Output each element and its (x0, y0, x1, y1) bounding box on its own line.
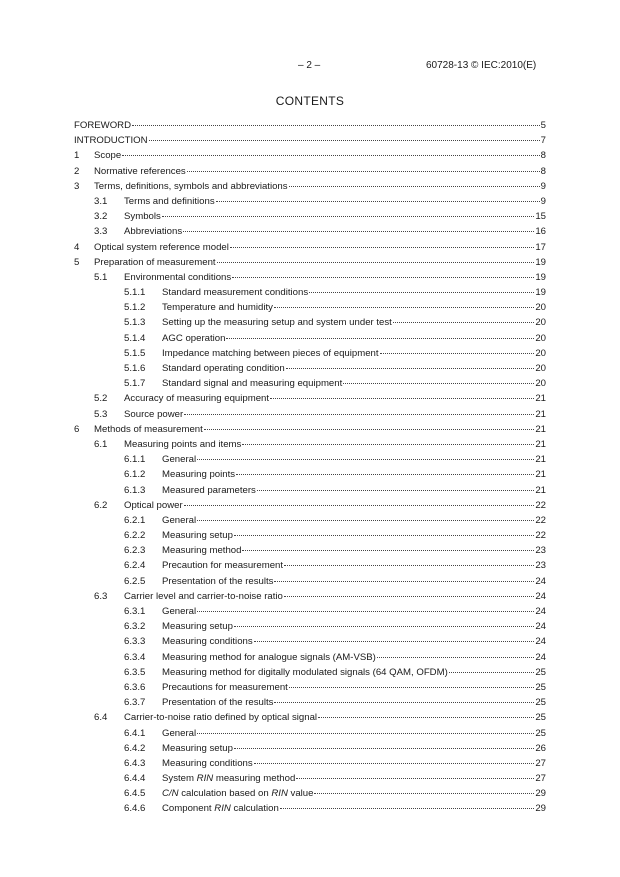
toc-entry-number: 3.2 (94, 211, 108, 223)
standard-reference: 60728-13 © IEC:2010(E) (426, 60, 537, 71)
toc-leader-dots (254, 753, 535, 764)
toc-leader-dots (286, 358, 535, 369)
toc-leader-dots (184, 404, 534, 415)
toc-leader-dots (274, 297, 534, 308)
toc-entry-page: 15 (535, 211, 546, 223)
toc-entry-title: FOREWORD (74, 120, 132, 131)
toc-entry-number: 6.3.1 (124, 606, 146, 617)
toc-leader-dots (377, 647, 534, 658)
toc-entry-title: Accuracy of measuring equipment (124, 393, 270, 405)
toc-entry-number: 6.4.2 (124, 742, 146, 754)
toc-entry-page: 20 (535, 363, 546, 374)
toc-entry-number: 3 (74, 180, 80, 192)
toc-entry-title: Presentation of the results (162, 697, 274, 709)
toc-leader-dots (393, 312, 534, 323)
toc-entry-page: 8 (540, 165, 546, 177)
toc-entry-title: Measuring conditions (162, 757, 253, 769)
toc-entry-title: Standard operating condition (162, 363, 285, 374)
toc-entry-page: 21 (535, 484, 546, 496)
toc-leader-dots (257, 480, 534, 491)
toc-entry-number: 5.1.1 (124, 287, 146, 299)
toc-entry-title: Source power (124, 408, 184, 420)
toc-leader-dots (216, 191, 540, 202)
toc-leader-dots (284, 555, 534, 566)
toc-entry-page: 20 (535, 332, 546, 344)
toc-leader-dots (232, 267, 534, 278)
toc-entry-number: 6.1.2 (124, 469, 146, 481)
toc-leader-dots (230, 237, 534, 248)
toc-leader-dots (449, 662, 535, 673)
toc-entry-title: Precautions for measurement (162, 681, 288, 693)
toc-entry-number: 1 (74, 150, 80, 162)
toc-entry-number: 5.2 (94, 393, 108, 405)
toc-leader-dots (284, 586, 534, 597)
toc-leader-dots (184, 495, 535, 506)
toc-entry-page: 27 (535, 757, 546, 769)
toc-entry-page: 22 (535, 514, 546, 526)
toc-leader-dots (280, 798, 535, 809)
toc-entry-number: 4 (74, 241, 80, 253)
toc-leader-dots (197, 510, 534, 521)
toc-entry-number: 5.1.2 (124, 302, 146, 314)
toc-entry-page: 5 (540, 120, 546, 131)
toc-entry-title: General (162, 454, 197, 466)
toc-entry-title: C/N calculation based on RIN value (162, 788, 314, 800)
toc-entry-number: 6.3.6 (124, 681, 146, 693)
toc-entry-page: 7 (540, 135, 546, 147)
toc-entry-page: 20 (535, 317, 546, 329)
toc-entry-number: 6.3.7 (124, 697, 146, 709)
toc-entry-title: Setting up the measuring setup and system under test (162, 317, 392, 329)
toc-entry-number: 5.3 (94, 408, 108, 420)
toc-entry-page: 25 (535, 712, 546, 724)
toc-entry-page: 9 (540, 180, 546, 192)
toc-entry-page: 21 (535, 423, 546, 435)
toc-entry-title: Carrier level and carrier-to-noise ratio (124, 590, 283, 602)
toc-entry-title: Measuring method for digitally modulated signals (64 QAM, OFDM) (162, 666, 448, 678)
toc-leader-dots (314, 783, 534, 794)
toc-entry-page: 24 (535, 636, 546, 648)
toc-entry-number: 6.4.4 (124, 773, 146, 785)
toc-leader-dots (234, 616, 534, 627)
toc-leader-dots (234, 525, 534, 536)
toc-leader-dots (274, 571, 534, 582)
toc-entry-title: Measuring points and items (124, 438, 242, 450)
toc-entry-number: 6.1.1 (124, 454, 146, 466)
toc-leader-dots (217, 252, 535, 263)
toc-entry-page: 26 (535, 742, 546, 754)
toc-entry-title: System RIN measuring method (162, 773, 296, 785)
toc-entry-page: 8 (540, 150, 546, 162)
toc-entry-page: 21 (535, 469, 546, 481)
toc-entry-title: Temperature and humidity (162, 302, 273, 314)
toc-leader-dots (197, 449, 534, 460)
toc-entry-page: 20 (535, 302, 546, 314)
toc-entry-title: AGC operation (162, 332, 226, 344)
toc-entry-number: 6.4.6 (124, 803, 146, 815)
toc-entry-page: 20 (535, 378, 546, 390)
toc-entry-page: 21 (535, 393, 546, 405)
toc-entry-number: 6.4 (94, 712, 108, 724)
toc-entry-page: 25 (535, 697, 546, 709)
toc-entry-title: Preparation of measurement (94, 256, 216, 268)
toc-leader-dots (242, 434, 534, 445)
toc-entry-page: 27 (535, 773, 546, 785)
toc-leader-dots (289, 176, 540, 187)
toc-entry-page: 25 (535, 666, 546, 678)
toc-leader-dots (309, 282, 534, 293)
toc-entry-page: 24 (535, 621, 546, 633)
toc-entry-title: Methods of measurement (94, 423, 203, 435)
toc-entry-title: Environmental conditions (124, 271, 232, 283)
toc-leader-dots (380, 343, 535, 354)
toc-entry-title: Measuring setup (162, 621, 233, 633)
toc-entry-number: 5.1.4 (124, 332, 146, 344)
toc-entry-number: 3.3 (94, 226, 108, 238)
toc-entry-number: 6.2 (94, 499, 108, 511)
toc-entry-title: Symbols (124, 211, 161, 223)
toc-entry-number: 6.2.1 (124, 514, 146, 526)
toc-entry-number: 6.2.5 (124, 575, 146, 587)
toc-entry-title: INTRODUCTION (74, 135, 148, 147)
toc-entry-page: 17 (535, 241, 546, 253)
toc-entry-page: 25 (535, 681, 546, 693)
toc-entry-title: Precaution for measurement (162, 560, 284, 572)
toc-entry-title: Measured parameters (162, 484, 256, 496)
toc-entry-number: 6.2.4 (124, 560, 146, 572)
toc-entry-number: 6.4.1 (124, 727, 146, 739)
table-of-contents (74, 117, 546, 816)
toc-leader-dots (254, 631, 535, 642)
page-title: CONTENTS (275, 94, 345, 108)
toc-leader-dots (274, 692, 534, 703)
toc-entry-title: Measuring setup (162, 742, 233, 754)
toc-entry-title: Optical system reference model (94, 241, 229, 253)
toc-entry-page: 23 (535, 545, 546, 557)
toc-entry-number: 6 (74, 423, 80, 435)
toc-entry-title: Scope (94, 150, 122, 162)
toc-entry-page: 25 (535, 727, 546, 739)
toc-entry-page: 24 (535, 606, 546, 617)
toc-entry-title: General (162, 514, 197, 526)
toc-entry-number: 6.3.3 (124, 636, 146, 648)
toc-entry-page: 21 (535, 408, 546, 420)
toc-entry-title: Optical power (124, 499, 183, 511)
toc-entry-title: Measuring method for analogue signals (AM-VSB) (162, 651, 376, 663)
toc-entry-page: 21 (535, 454, 546, 466)
toc-entry-page: 24 (535, 651, 546, 663)
toc-entry-title: Standard measurement conditions (162, 287, 309, 299)
toc-entry-number: 6.3 (94, 590, 108, 602)
toc-leader-dots (122, 145, 539, 156)
toc-entry-title: Carrier-to-noise ratio defined by optical signal (124, 712, 318, 724)
toc-entry-title: Measuring method (162, 545, 242, 557)
toc-entry-page: 29 (535, 803, 546, 815)
toc-leader-dots (183, 221, 534, 232)
toc-entry-number: 5.1.6 (124, 363, 146, 374)
toc-entry-page: 24 (535, 590, 546, 602)
toc-entry-number: 6.4.5 (124, 788, 146, 800)
toc-entry-number: 2 (74, 165, 80, 177)
toc-leader-dots (197, 601, 534, 612)
toc-entry-title: Measuring setup (162, 530, 233, 542)
toc-entry-page: 22 (535, 530, 546, 542)
toc-entry-title: Component RIN calculation (162, 803, 279, 815)
toc-entry-page: 22 (535, 499, 546, 511)
toc-entry-title: Terms, definitions, symbols and abbreviations (94, 180, 288, 192)
toc-entry-number: 6.2.3 (124, 545, 146, 557)
toc-entry-number: 6.3.5 (124, 666, 146, 678)
toc-entry-page: 19 (535, 256, 546, 268)
toc-leader-dots (187, 161, 540, 172)
toc-entry-title: Abbreviations (124, 226, 183, 238)
toc-entry-title: Measuring points (162, 469, 236, 481)
toc-entry-page: 9 (540, 195, 546, 207)
toc-entry-number: 6.4.3 (124, 757, 146, 769)
toc-leader-dots (236, 464, 534, 475)
toc-entry-title: Standard signal and measuring equipment (162, 378, 343, 390)
toc-entry-number: 5.1.3 (124, 317, 146, 329)
toc-entry-title: General (162, 727, 197, 739)
toc-entry-number: 6.3.2 (124, 621, 146, 633)
toc-leader-dots (226, 328, 534, 339)
toc-entry-title: Impedance matching between pieces of equipment (162, 347, 379, 359)
toc-leader-dots (162, 206, 535, 217)
toc-leader-dots (296, 768, 534, 779)
toc-leader-dots (204, 419, 535, 430)
toc-entry-number: 5.1.7 (124, 378, 146, 390)
toc-leader-dots (318, 707, 534, 718)
toc-entry-number: 5 (74, 256, 80, 268)
toc-leader-dots (270, 388, 534, 399)
toc-entry-page: 21 (535, 438, 546, 450)
toc-entry-title: Measuring conditions (162, 636, 253, 648)
toc-leader-dots (234, 738, 534, 749)
toc-entry-page: 23 (535, 560, 546, 572)
toc-entry-page: 16 (535, 226, 546, 238)
toc-entry-page: 24 (535, 575, 546, 587)
toc-entry-number: 6.1.3 (124, 484, 146, 496)
toc-entry-number: 5.1 (94, 271, 108, 283)
toc-entry-number: 6.1 (94, 438, 108, 450)
toc-entry-number: 6.2.2 (124, 530, 146, 542)
toc-entry-title: Terms and definitions (124, 195, 215, 207)
toc-entry-title: Presentation of the results (162, 575, 274, 587)
toc-entry-number: 6.3.4 (124, 651, 146, 663)
toc-entry-number: 5.1.5 (124, 347, 146, 359)
toc-leader-dots (343, 373, 534, 384)
toc-entry (74, 800, 546, 815)
toc-entry-page: 19 (535, 271, 546, 283)
toc-leader-dots (149, 130, 540, 141)
toc-leader-dots (289, 677, 534, 688)
toc-entry-title: General (162, 606, 197, 617)
toc-leader-dots (242, 540, 534, 551)
toc-entry-page: 19 (535, 287, 546, 299)
toc-entry-page: 29 (535, 788, 546, 800)
toc-leader-dots (132, 115, 540, 126)
toc-leader-dots (197, 723, 534, 734)
toc-entry-number: 3.1 (94, 195, 108, 207)
toc-entry-title: Normative references (94, 165, 186, 177)
toc-entry-page: 20 (535, 347, 546, 359)
page-number: – 2 – (298, 60, 321, 71)
